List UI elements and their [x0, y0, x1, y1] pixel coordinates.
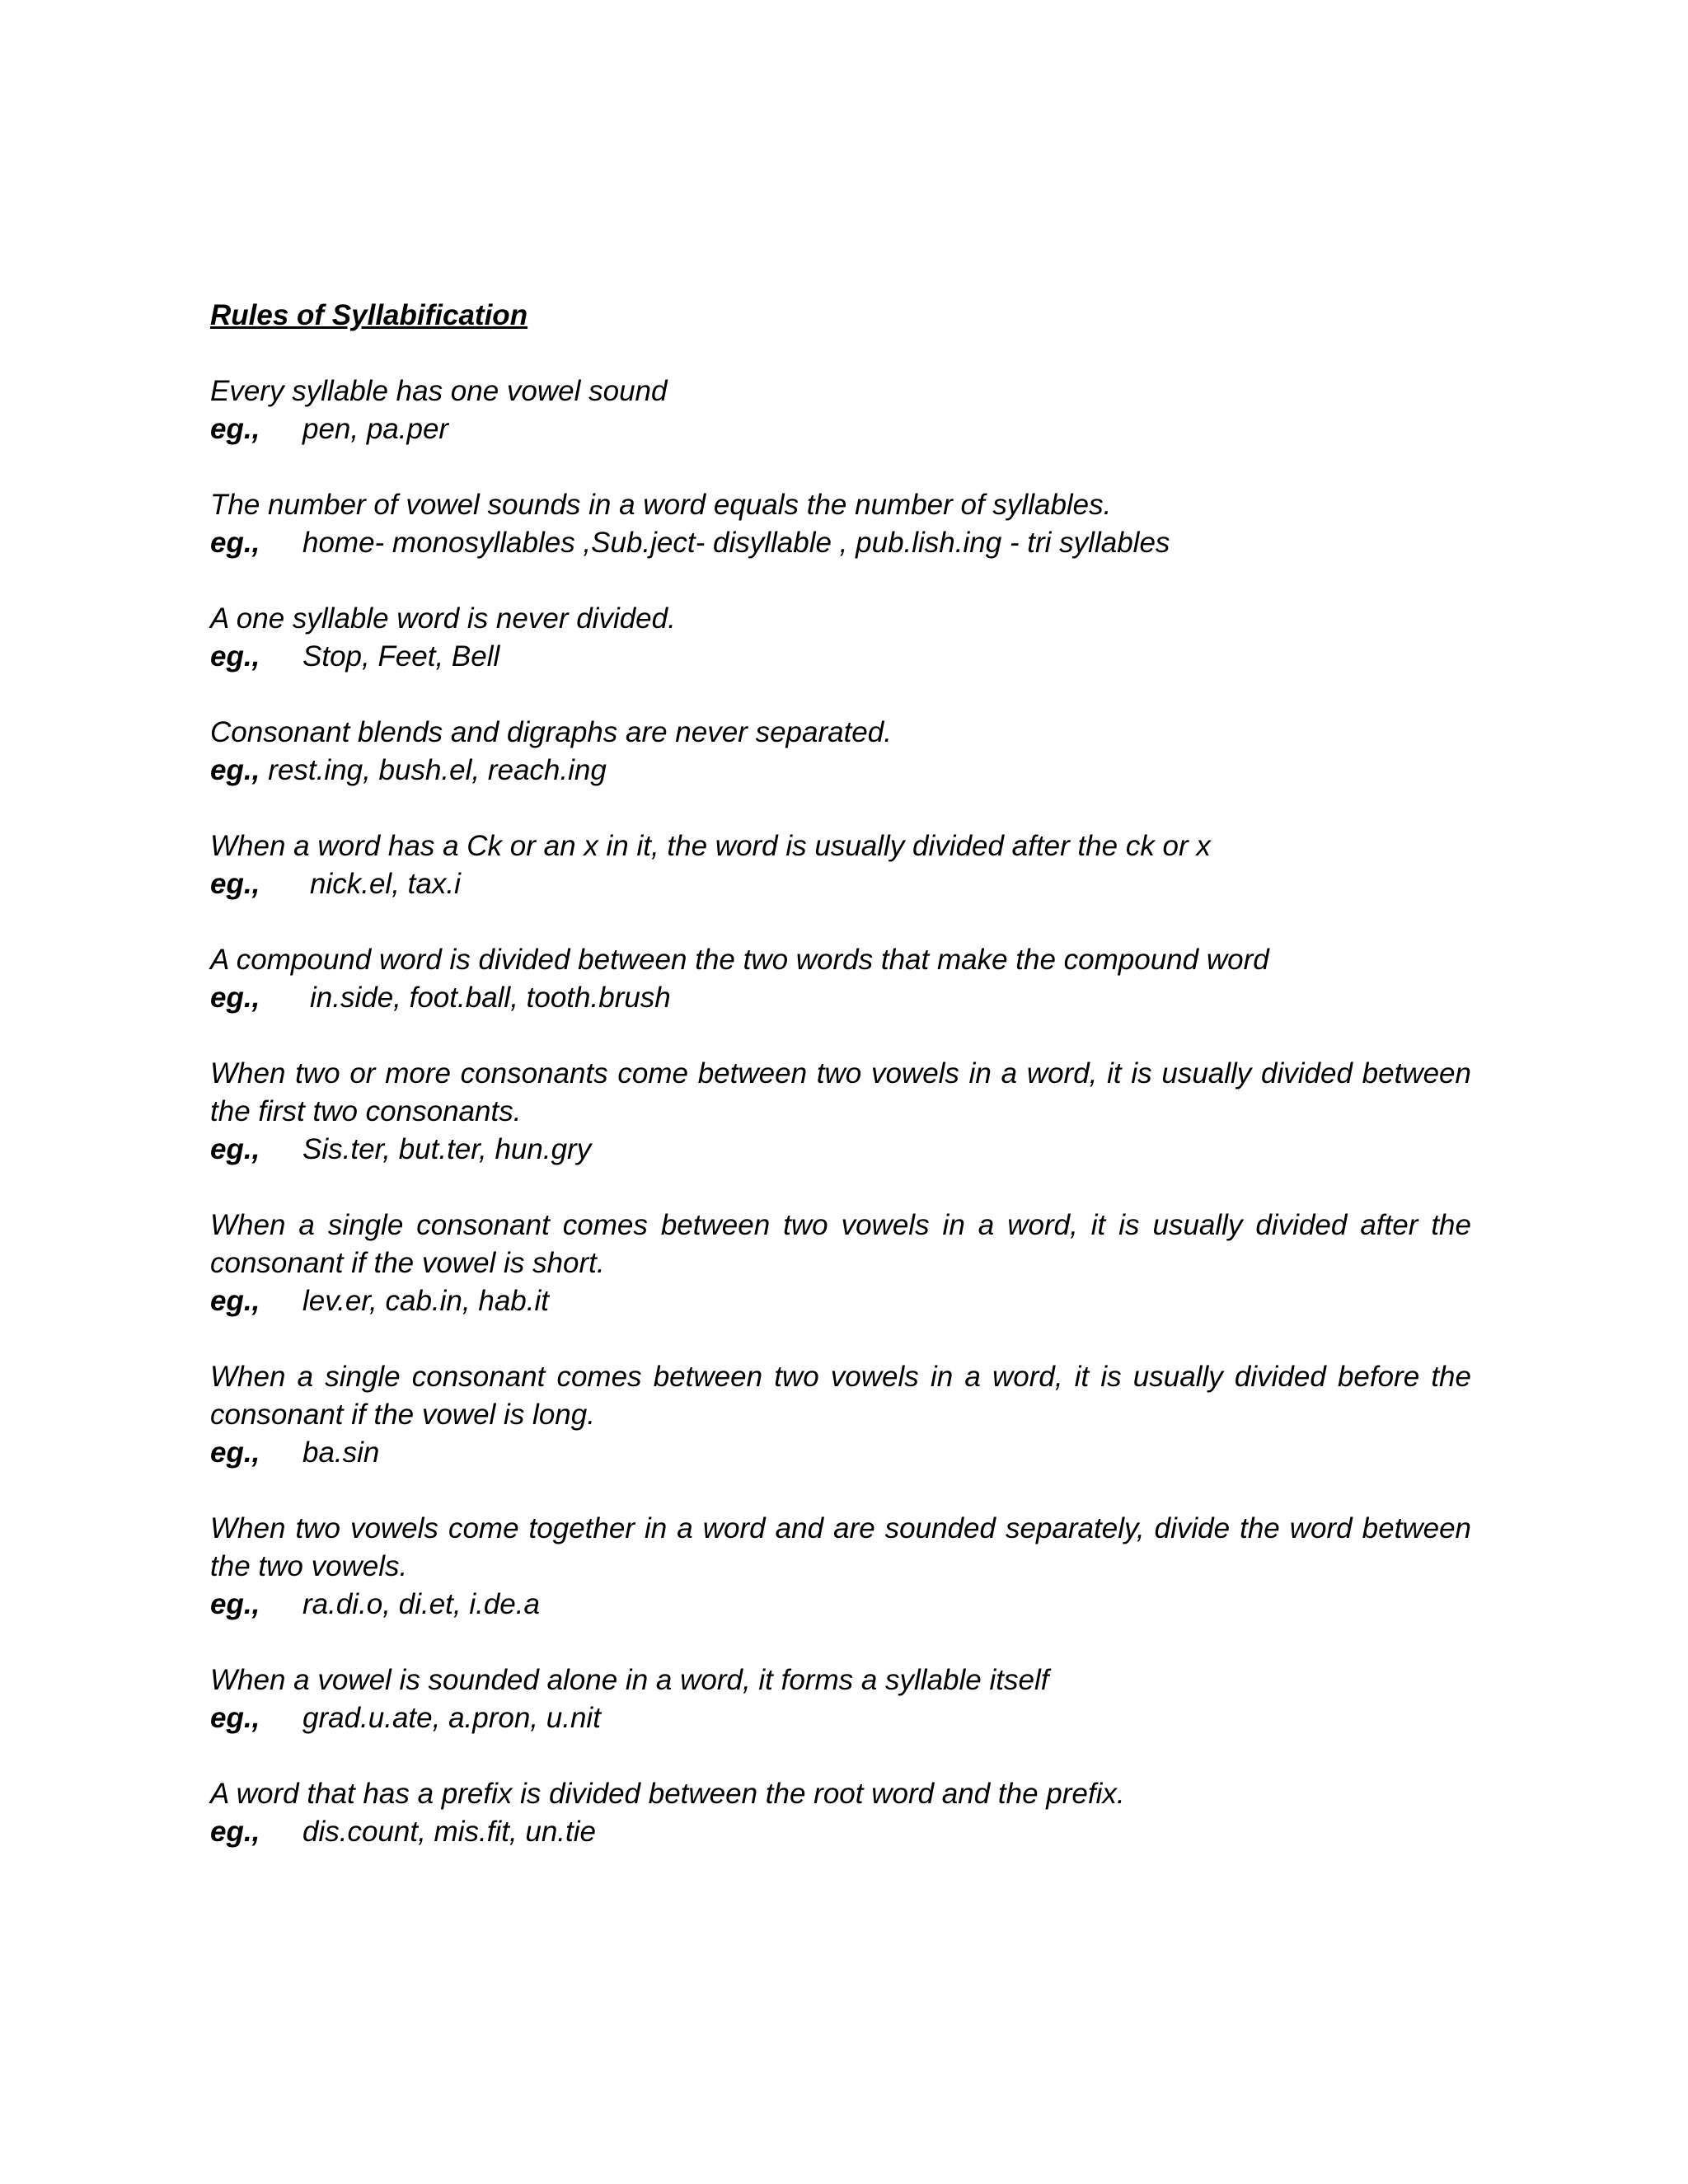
- example-label: eg.,: [210, 868, 260, 900]
- rule-text: A word that has a prefix is divided between the root word and the prefix.: [210, 1778, 1125, 1810]
- rule-item: [210, 1358, 1471, 1472]
- example-text: Sis.ter, but.ter, hun.gry: [302, 1133, 592, 1165]
- example-text: in.side, foot.ball, tooth.brush: [310, 982, 671, 1014]
- rule-example: [210, 1282, 1471, 1320]
- rule-text: A compound word is divided between the two words that make the compound word: [210, 944, 1269, 976]
- rule-item: [210, 714, 1471, 790]
- example-label: eg.,: [210, 1816, 260, 1848]
- rule-item: [210, 1207, 1471, 1320]
- rule-item: [210, 941, 1471, 1017]
- document-body: [210, 297, 1471, 1889]
- rule-item: [210, 600, 1471, 676]
- example-text: rest.ing, bush.el, reach.ing: [268, 754, 607, 786]
- rule-item: [210, 486, 1471, 562]
- rule-item: [210, 827, 1471, 903]
- example-label: eg.,: [210, 1285, 260, 1317]
- rule-example: [210, 524, 1471, 562]
- rule-example: [210, 865, 1471, 903]
- rule-item: [210, 1510, 1471, 1624]
- rule-example: [210, 752, 1471, 790]
- rule-example: [210, 1131, 1471, 1169]
- example-label: eg.,: [210, 1133, 260, 1165]
- example-label: eg.,: [210, 1702, 260, 1734]
- rule-item: [210, 373, 1471, 448]
- rule-example: [210, 1813, 1471, 1851]
- rule-text: When two vowels come together in a word and are sounded separately, divide the word between the two vowels.: [210, 1512, 1471, 1582]
- rule-item: [210, 1661, 1471, 1737]
- example-text: lev.er, cab.in, hab.it: [302, 1285, 549, 1317]
- example-text: home- monosyllables ,Sub.ject- disyllable , pub.lish.ing - tri syllables: [302, 527, 1170, 559]
- rule-text: The number of vowel sounds in a word equals the number of syllables.: [210, 489, 1112, 521]
- rule-example: [210, 1434, 1471, 1472]
- rule-text: When a vowel is sounded alone in a word, it forms a syllable itself: [210, 1664, 1049, 1696]
- rule-item: [210, 1055, 1471, 1169]
- example-label: eg.,: [210, 754, 260, 786]
- rule-text: A one syllable word is never divided.: [210, 602, 676, 635]
- rule-text: Every syllable has one vowel sound: [210, 375, 668, 407]
- example-text: ra.di.o, di.et, i.de.a: [302, 1588, 540, 1620]
- rule-item: [210, 1775, 1471, 1851]
- example-text: nick.el, tax.i: [310, 868, 461, 900]
- example-label: eg.,: [210, 1436, 260, 1469]
- example-label: eg.,: [210, 640, 260, 673]
- rule-text: When a single consonant comes between two vowels in a word, it is usually divided before the consonant if the vowel is long.: [210, 1361, 1471, 1431]
- rule-text: When two or more consonants come between two vowels in a word, it is usually divided between the first two consonants.: [210, 1057, 1471, 1127]
- example-label: eg.,: [210, 982, 260, 1014]
- example-label: eg.,: [210, 413, 260, 445]
- example-text: pen, pa.per: [302, 413, 449, 445]
- example-text: ba.sin: [302, 1436, 380, 1469]
- rule-example: [210, 638, 1471, 676]
- example-text: dis.count, mis.fit, un.tie: [302, 1816, 596, 1848]
- rule-example: [210, 410, 1471, 448]
- rule-text: When a single consonant comes between two vowels in a word, it is usually divided after the consonant if the vowel is short.: [210, 1209, 1471, 1279]
- example-label: eg.,: [210, 1588, 260, 1620]
- example-text: grad.u.ate, a.pron, u.nit: [302, 1702, 601, 1734]
- page-title: Rules of Syllabification: [210, 299, 528, 331]
- rule-example: [210, 1699, 1471, 1737]
- rule-example: [210, 1586, 1471, 1624]
- example-label: eg.,: [210, 527, 260, 559]
- rule-text: Consonant blends and digraphs are never separated.: [210, 716, 892, 748]
- rule-text: When a word has a Ck or an x in it, the word is usually divided after the ck or x: [210, 830, 1211, 862]
- rule-example: [210, 979, 1471, 1017]
- example-text: Stop, Feet, Bell: [302, 640, 500, 673]
